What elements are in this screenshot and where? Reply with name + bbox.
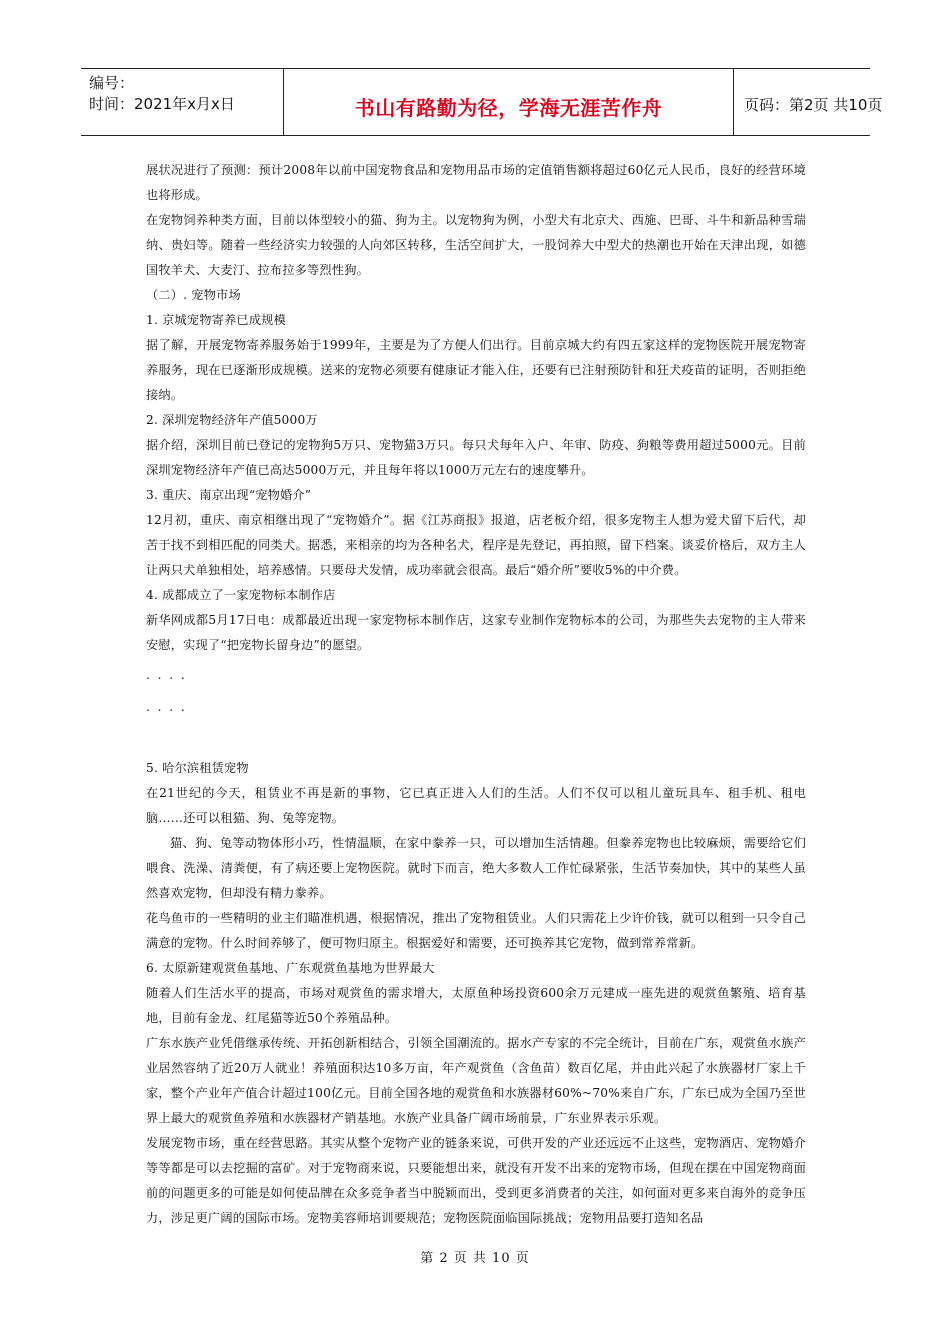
subsection-heading: 6. 太原新建观赏鱼基地、广东观赏鱼基地为世界最大	[146, 961, 435, 975]
section-heading: （二）. 宠物市场	[146, 288, 241, 302]
header-left-cell	[81, 69, 284, 135]
paragraph: 花鸟鱼市的一些精明的业主们瞄准机遇，根据情况，推出了宠物租赁业。人们只需花上少许价钱，就可以租到一只令自己满意的宠物。什么时间养够了，便可物归原主。根据爱好和需要，还可换养其它宠物，做到常养常新。	[146, 911, 806, 950]
page-info: 页码：第2页 共10页	[744, 96, 883, 114]
subsection-heading: 3. 重庆、南京出现“宠物婚介”	[146, 488, 312, 502]
ellipsis-line: . . . .	[146, 700, 187, 714]
subsection-heading: 1. 京城宠物寄养已成规模	[146, 313, 286, 327]
paragraph: 展状况进行了预测：预计2008年以前中国宠物食品和宠物用品市场的定值销售额将超过60亿元人民币，良好的经营环境也将形成。	[146, 163, 806, 202]
paragraph: 据介绍，深圳目前已登记的宠物狗5万只、宠物猫3万只。每只犬每年入户、年审、防疫、狗粮等费用超过5000元。目前深圳宠物经济年产值已高达5000万元，并且每年将以1000万元左右的速度攀升。	[146, 438, 806, 477]
number-label: 编号：	[89, 74, 135, 92]
paragraph: 在宠物饲养种类方面，目前以体型较小的猫、狗为主。以宠物狗为例，小型犬有北京犬、西施、巴哥、斗牛和新品种雪瑞纳、贵妇等。随着一些经济实力较强的人向郊区转移，生活空间扩大，一股饲养大中型犬的热潮也开始在天津出现，如德国牧羊犬、大麦汀、拉布拉多等烈性狗。	[146, 213, 806, 277]
document-body	[146, 158, 806, 1231]
time-label: 时间：2021年x月x日	[89, 95, 235, 113]
paragraph: 12月初，重庆、南京相继出现了“宠物婚介”。据《江苏商报》报道，店老板介绍，很多宠物主人想为爱犬留下后代，却苦于找不到相匹配的同类犬。据悉，来相亲的均为各种名犬，程序是先登记，再拍照，留下档案。谈妥价格后，双方主人让两只犬单独相处，培养感情。只要母犬发情，成功率就会很高。最后“婚介所”要收5%的中介费。	[146, 513, 806, 577]
subsection-heading: 2. 深圳宠物经济年产值5000万	[146, 413, 318, 427]
paragraph: 据了解，开展宠物寄养服务始于1999年，主要是为了方便人们出行。目前京城大约有四五家这样的宠物医院开展宠物寄养服务，现在已逐渐形成规模。送来的宠物必须要有健康证才能入住，还要有已注射预防针和狂犬疫苗的证明，否则拒绝接纳。	[146, 338, 806, 402]
motto-text: 书山有路勤为径，学海无涯苦作舟	[354, 96, 663, 120]
paragraph: 在21世纪的今天，租赁业不再是新的事物，它已真正进入人们的生活。人们不仅可以租儿童玩具车、租手机、租电脑……还可以租猫、狗、兔等宠物。	[146, 786, 806, 825]
paragraph: 发展宠物市场，重在经营思路。其实从整个宠物产业的链条来说，可供开发的产业还远远不止这些，宠物酒店、宠物婚介等等都是可以去挖掘的富矿。对于宠物商来说，只要能想出来，就没有开发不出来的宠物市场，但现在摆在中国宠物商面前的问题更多的可能是如何使品牌在众多竞争者当中脱颖而出，受到更多消费者的关注，如何面对更多来自海外的竞争压力，涉足更广阔的国际市场。宠物美容师培训要规范；宠物医院面临国际挑战；宠物用品要打造知名品	[146, 1136, 806, 1225]
paragraph: 猫、狗、兔等动物体形小巧，性情温顺，在家中豢养一只，可以增加生活情趣。但豢养宠物也比较麻烦，需要给它们喂食、洗澡、清粪便，有了病还要上宠物医院。就时下而言，绝大多数人工作忙碌紧张，生活节奏加快，其中的某些人虽然喜欢宠物，但却没有精力豢养。	[146, 836, 806, 900]
header-right-cell	[734, 69, 883, 135]
paragraph: 新华网成都5月17日电：成都最近出现一家宠物标本制作店，这家专业制作宠物标本的公司，为那些失去宠物的主人带来安慰，实现了“把宠物长留身边”的愿望。	[146, 613, 806, 652]
paragraph: 广东水族产业凭借继承传统、开拓创新相结合，引领全国潮流的。据水产专家的不完全统计，目前在广东，观赏鱼水族产业居然容纳了近20万人就业！养殖面积达10多万亩，年产观赏鱼（含鱼苗）数百亿尾，并由此兴起了水族器材厂家上千家，整个产业年产值合计超过100亿元。目前全国各地的观赏鱼和水族器材60%~70%来自广东，广东已成为全国乃至世界上最大的观赏鱼养殖和水族器材产销基地。水族产业具备广阔市场前景，广东业界表示乐观。	[146, 1036, 806, 1125]
paragraph: 随着人们生活水平的提高，市场对观赏鱼的需求增大，太原鱼种场投资600余万元建成一座先进的观赏鱼繁殖、培育基地，目前有金龙、红尾猫等近50个养殖品种。	[146, 986, 806, 1025]
page-footer: 第 2 页 共 10 页	[420, 1251, 530, 1266]
ellipsis-line: . . . .	[146, 668, 187, 682]
subsection-heading: 5. 哈尔滨租赁宠物	[146, 761, 249, 775]
header-middle-cell	[284, 69, 734, 135]
header-table	[81, 68, 883, 136]
subsection-heading: 4. 成都成立了一家宠物标本制作店	[146, 588, 336, 602]
